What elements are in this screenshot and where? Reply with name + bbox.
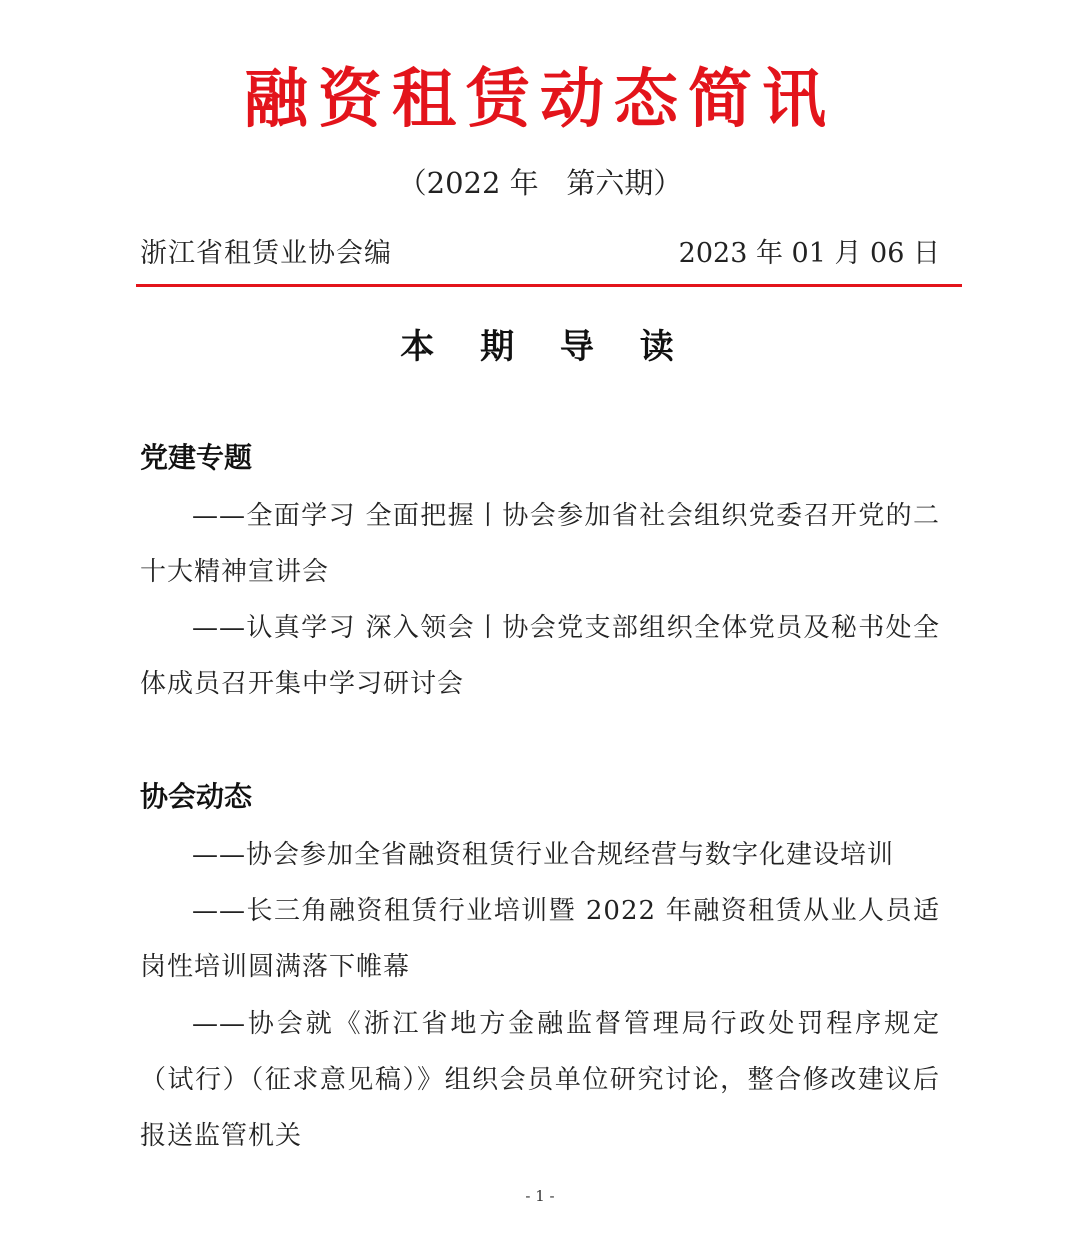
newsletter-title: 融资租赁动态简讯 <box>244 63 836 137</box>
issue-number: （2022 年 第六期） <box>397 166 683 200</box>
toc-item[interactable]: ——协会参加全省融资租赁行业合规经营与数字化建设培训 <box>192 840 895 870</box>
toc-item[interactable]: ——认真学习 深入领会丨协会党支部组织全体党员及秘书处全体成员召开集中学习研讨会 <box>140 613 940 699</box>
red-divider <box>136 284 962 287</box>
toc-item[interactable]: ——长三角融资租赁行业培训暨 2022 年融资租赁从业人员适岗性培训圆满落下帷幕 <box>140 896 940 982</box>
editor-credit: 浙江省租赁业协会编 <box>140 238 392 269</box>
publication-meta <box>140 233 940 275</box>
publication-date: 2023 年 01 月 06 日 <box>678 238 940 269</box>
section-heading-party-building: 党建专题 <box>140 441 253 474</box>
page-number: - 1 - <box>525 1187 555 1205</box>
section-heading-association-news: 协会动态 <box>140 780 253 813</box>
toc-title: 本 期 导 读 <box>400 327 680 367</box>
toc-item[interactable]: ——全面学习 全面把握丨协会参加省社会组织党委召开党的二十大精神宣讲会 <box>140 501 940 587</box>
toc-item[interactable]: ——协会就《浙江省地方金融监督管理局行政处罚程序规定（试行）（征求意见稿）》组织会员单位研究讨论，整合修改建议后报送监管机关 <box>140 1009 940 1151</box>
